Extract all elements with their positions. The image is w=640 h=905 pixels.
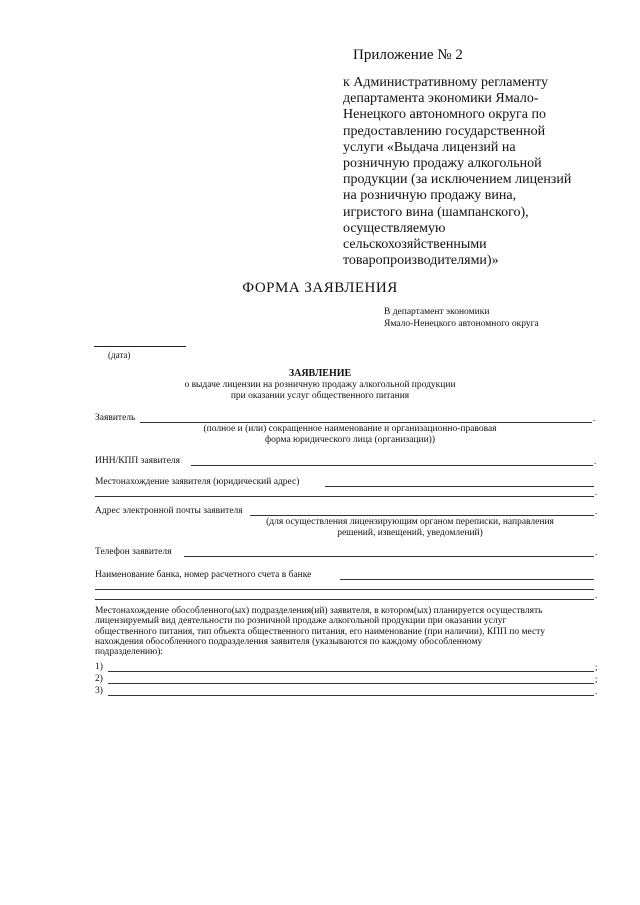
location-field[interactable] [325,486,594,487]
branches-text-line: нахождения обособленного подразделения заявителя (указываются по каждому обособленному [95,636,483,647]
annex-title: Приложение № 2 [353,47,463,63]
field-period: . [595,547,598,557]
statement-subtitle-line: о выдаче лицензии на розничную продажу алкогольной продукции [184,380,456,390]
annex-line: розничную продажу алкогольной [343,156,542,172]
recipient-block [384,306,539,330]
branches-text-line: Местонахождение обособленного(ых) подразделения(ий) заявителя, в котором(ых) планируется осуществлять [95,606,543,616]
branches-text-line: подразделению): [95,647,164,658]
applicant-label: Заявитель [95,413,136,423]
annex-line: сельскохозяйственными [343,237,487,253]
location-field-line2[interactable] [95,496,594,497]
recipient-line: Ямало-Ненецкого автономного округа [384,319,539,329]
hint-line: (для осуществления лицензирующим органом переписки, направления [266,517,554,527]
annex-line: игристого вина (шампанского), [343,204,529,220]
applicant-field[interactable] [140,422,592,423]
field-period: . [593,413,596,423]
bank-field-line3[interactable] [95,599,594,600]
annex-line: осуществляемую [343,220,446,236]
annex-line: Ненецкого автономного округа по [343,107,546,123]
email-label: Адрес электронной почты заявителя [95,506,243,516]
hint-line: (полное и (или) сокращенное наименование и организационно-правовая [203,424,497,434]
inn-kpp-field[interactable] [191,465,593,466]
field-period: . [595,590,598,600]
field-period: . [594,456,597,466]
applicant-hint [150,424,550,445]
branches-text-line: лицензируемый вид деятельности по розничной продаже алкогольной продукции при оказании услуг [95,616,507,627]
branches-paragraph [95,606,600,657]
branch-item-number: 3) [95,686,103,696]
location-label: Местонахождение заявителя (юридический адрес) [95,477,300,487]
email-hint [245,517,575,538]
branch-item-field[interactable] [108,671,594,672]
item-semicolon: ; [595,674,598,684]
item-period: . [595,686,598,696]
annex-description [343,75,615,269]
date-label: (дата) [108,350,131,360]
branches-text-line: общественного питания, тип объекта общественного питания, его наименование (при наличии), КПП по месту [95,626,545,637]
annex-line: департамента экономики Ямало- [343,91,539,107]
statement-subtitle-line: при оказании услуг общественного питания [230,390,410,401]
statement-subtitle [0,380,640,401]
field-period: . [595,506,598,516]
annex-line: к Административному регламенту [343,75,548,90]
phone-label: Телефон заявителя [95,547,172,557]
form-title: ФОРМА ЗАЯВЛЕНИЯ [242,280,398,296]
annex-line: предоставлению государственной [343,123,546,139]
branch-item-field[interactable] [108,695,594,696]
branch-item-number: 2) [95,674,103,684]
phone-field[interactable] [184,556,594,557]
annex-line: услуги «Выдача лицензий на [343,139,516,155]
annex-line: товаропроизводителями)» [343,253,499,269]
date-field[interactable] [94,346,186,347]
bank-field-line2[interactable] [95,589,594,590]
annex-line: на розничную продажу вина, [343,188,517,204]
branch-item-field[interactable] [108,683,594,684]
recipient-line: В департамент экономики [384,307,490,317]
hint-line: решений, извещений, уведомлений) [337,527,483,538]
inn-kpp-label: ИНН/КПП заявителя [95,456,181,466]
branch-item-number: 1) [95,662,103,672]
bank-label: Наименование банка, номер расчетного счета в банке [95,570,312,580]
email-field[interactable] [250,515,594,516]
statement-title: ЗАЯВЛЕНИЕ [288,368,352,379]
field-period: . [595,487,598,497]
bank-field[interactable] [340,579,594,580]
item-semicolon: ; [595,662,598,672]
annex-line: продукции (за исключением лицензий [343,172,572,188]
hint-line: форма юридического лица (организации)) [264,434,435,445]
